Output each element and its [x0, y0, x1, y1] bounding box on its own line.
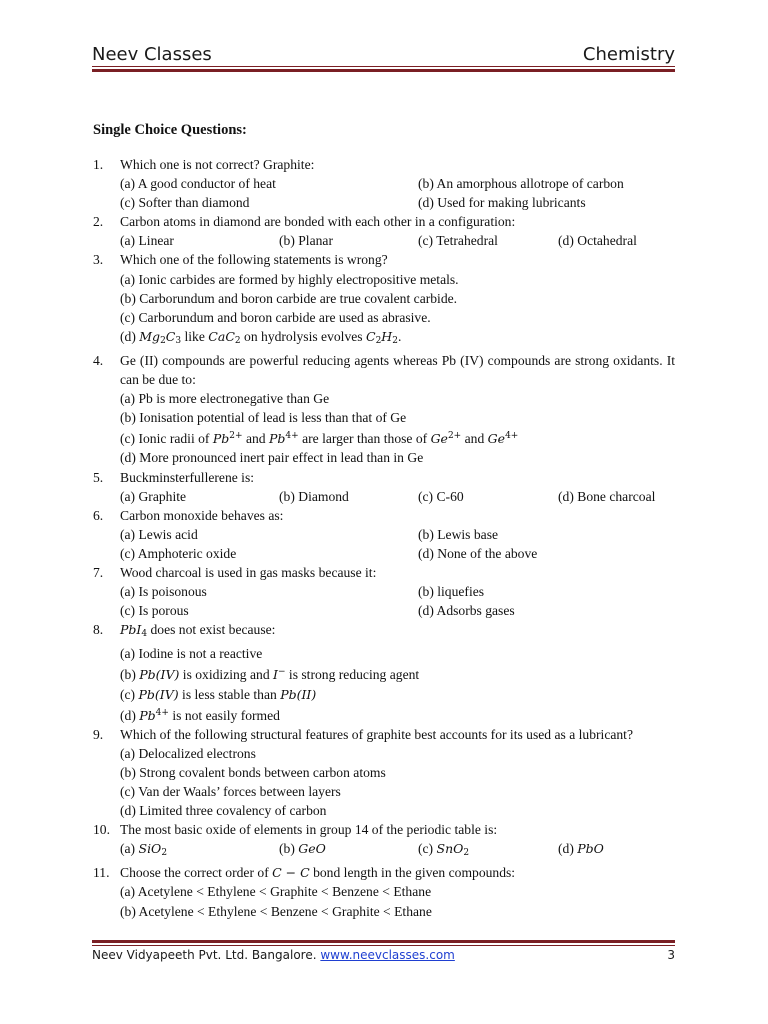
option: (d) $Pb^{4+}$ is not easily formed: [120, 707, 280, 723]
option: (a) A good conductor of heat: [120, 176, 276, 192]
header-rule-thick: [92, 69, 675, 72]
option: (a) Is poisonous: [120, 584, 207, 600]
question-8: [93, 620, 675, 724]
option: (b) Diamond: [279, 488, 349, 504]
option: (d) Used for making lubricants: [418, 195, 586, 211]
option: (a) Delocalized electrons: [120, 745, 256, 761]
question-number: 6.: [93, 507, 104, 523]
option: (b) Lewis base: [418, 526, 499, 542]
question-text: Which of the following structural features of graphite best accounts for its used as a lubricant?: [120, 726, 633, 742]
footer-publisher: [92, 948, 455, 962]
header-subject: Chemistry: [582, 44, 675, 65]
question-text: The most basic oxide of elements in group 14 of the periodic table is:: [120, 822, 498, 838]
option: (b) Ionisation potential of lead is less than that of Ge: [120, 410, 407, 426]
question-number: 11.: [93, 865, 110, 881]
question-6: [93, 506, 675, 563]
footer-website-link[interactable]: www.neevclasses.com: [320, 948, 455, 962]
option: (d) Bone charcoal: [558, 488, 656, 504]
option: (d) Limited three covalency of carbon: [120, 803, 327, 819]
option: (a) Iodine is not a reactive: [120, 646, 263, 662]
section-title: Single Choice Questions:: [93, 122, 247, 138]
question-text: Carbon atoms in diamond are bonded with each other in a configuration:: [120, 214, 516, 230]
question-number: 7.: [93, 564, 104, 580]
option: (b) An amorphous allotrope of carbon: [418, 176, 624, 192]
option: (c) Pb(IV) is less stable than Pb(II): [120, 686, 317, 702]
option: (d) PbO: [558, 841, 604, 857]
option: (c) Van der Waals’ forces between layers: [120, 784, 341, 799]
option: (b) liquefies: [418, 584, 485, 600]
footer-rule-thin: [92, 945, 675, 946]
question-number: 1.: [93, 157, 104, 172]
option: (a) Graphite: [120, 488, 187, 504]
option: (b) Acetylene < Ethylene < Benzene < Graphite < Ethane: [120, 903, 432, 919]
option: (b) Pb(IV) is oxidizing and I− is strong reducing agent: [120, 667, 420, 683]
option: (a) Linear: [120, 233, 174, 249]
question-text: Which one is not correct? Graphite:: [120, 157, 315, 172]
question-number: 9.: [93, 726, 104, 742]
question-list: [93, 155, 675, 921]
option: (c) SnO$_2$: [418, 841, 470, 859]
header-left-title: Neev Classes: [92, 44, 212, 65]
option: (a) Pb is more electronegative than Ge: [120, 391, 330, 407]
option: (d) None of the above: [418, 545, 538, 561]
option: (d) Adsorbs gases: [418, 603, 515, 619]
question-3: [93, 250, 675, 350]
question-4: [93, 351, 675, 468]
header-rule-thin: [92, 66, 675, 67]
option: (c) C-60: [418, 488, 464, 504]
question-11: [93, 863, 675, 920]
question-number: 8.: [93, 622, 104, 638]
question-5: [93, 468, 675, 506]
option: (c) Tetrahedral: [418, 233, 498, 249]
option: (c) Amphoteric oxide: [120, 545, 237, 561]
question-text: Buckminsterfullerene is:: [120, 469, 255, 485]
question-number: 3.: [93, 252, 104, 268]
option: (d) More pronounced inert pair effect in lead than in Ge: [120, 450, 424, 466]
option: (a) Lewis acid: [120, 526, 198, 542]
question-text: Choose the correct order of C − C bond length in the given compounds:: [120, 865, 516, 881]
option: (a) Acetylene < Ethylene < Graphite < Benzene < Ethane: [120, 884, 432, 900]
footer-org: Neev Vidyapeeth Pvt. Ltd. Bangalore.: [92, 948, 317, 962]
question-number: 4.: [93, 352, 104, 368]
option: (a) SiO$_2$: [120, 841, 168, 859]
question-10: [93, 820, 675, 863]
question-number: 2.: [93, 214, 104, 230]
option: (c) Ionic radii of $Pb^{2+}$ and $Pb^{4+}$ are larger than those of $Ge^{2+}$ and $Ge^{4+}$: [120, 431, 519, 447]
question-text: Which one of the following statements is wrong?: [120, 252, 388, 268]
page-number: 3: [667, 948, 675, 962]
page-header: [92, 44, 675, 68]
option: (b) Carborundum and boron carbide are true covalent carbide.: [120, 290, 458, 306]
option: (b) GeO: [279, 841, 326, 857]
question-number: 10.: [93, 822, 110, 838]
question-text: Ge (II) compounds are powerful reducing agents whereas Pb (IV) compounds are strong oxidants. It can be due to:: [120, 352, 675, 388]
question-1: [93, 155, 675, 212]
option: (c) Carborundum and boron carbide are used as abrasive.: [120, 309, 431, 325]
question-7: [93, 563, 675, 620]
question-number: 5.: [93, 469, 104, 485]
footer-rule-thick: [92, 940, 675, 943]
page-footer: [92, 948, 675, 962]
option: (b) Planar: [279, 233, 333, 249]
question-text: PbI$_4$ does not exist because:: [120, 622, 276, 640]
question-text: Wood charcoal is used in gas masks because it:: [120, 564, 377, 580]
question-2: [93, 212, 675, 250]
option: (d) $Mg_2C_3$ like CaC$_2$ on hydrolysis evolves $C_2H_2$.: [120, 328, 402, 346]
question-9: [93, 725, 675, 820]
option: (d) Octahedral: [558, 233, 637, 249]
option: (a) Ionic carbides are formed by highly electropositive metals.: [120, 271, 459, 287]
option: (b) Strong covalent bonds between carbon atoms: [120, 764, 386, 780]
question-text: Carbon monoxide behaves as:: [120, 507, 284, 523]
option: (c) Is porous: [120, 603, 189, 619]
option: (c) Softer than diamond: [120, 195, 250, 211]
